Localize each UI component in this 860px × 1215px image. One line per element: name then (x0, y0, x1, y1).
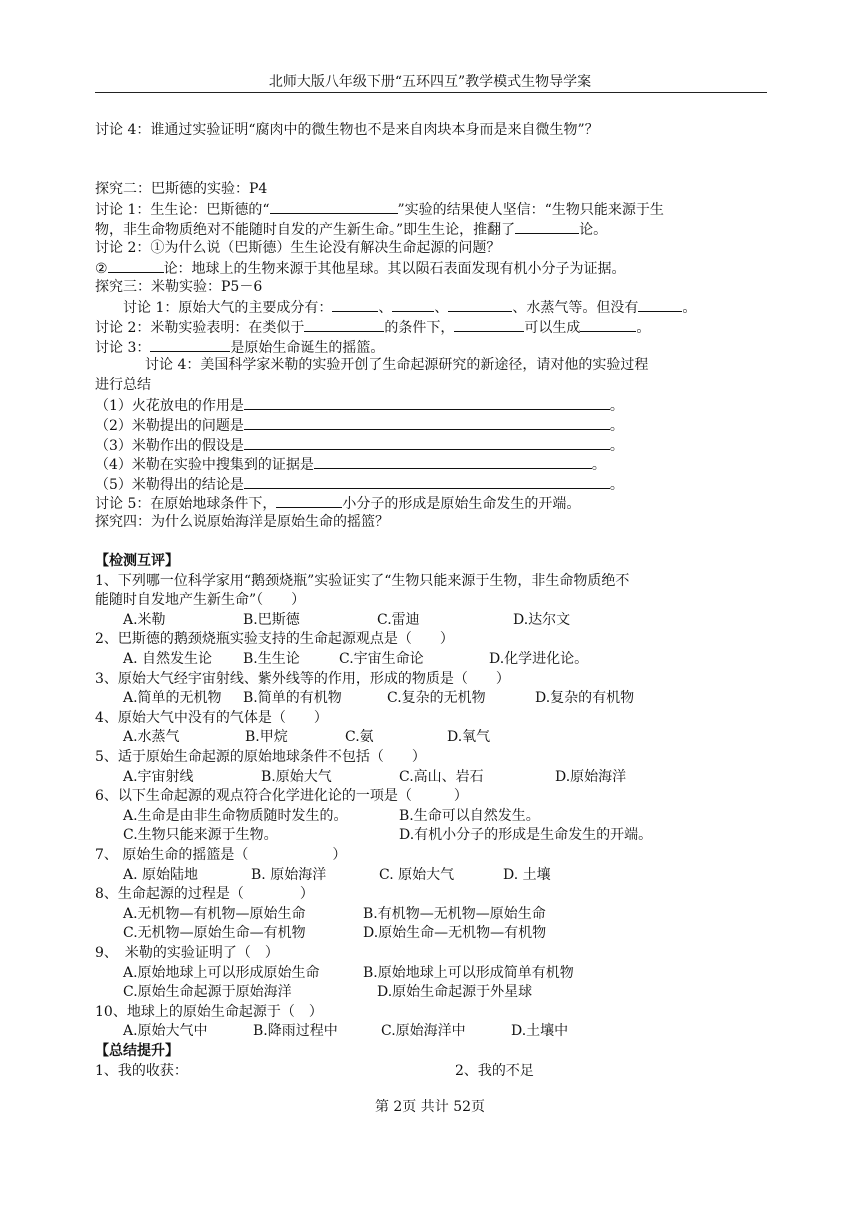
option[interactable]: D.原始海洋 (555, 768, 627, 785)
option[interactable]: A. 原始陆地 (123, 866, 199, 883)
option[interactable]: A. 自然发生论 (123, 651, 213, 668)
option[interactable]: D.原始生命—无机物—有机物 (363, 925, 547, 942)
option[interactable]: C.雷迪 (377, 611, 420, 628)
option[interactable]: D.原始生命起源于外星球 (377, 984, 533, 1001)
question-9-options-row-1 (95, 964, 775, 984)
question-6-options-row-2 (95, 826, 775, 846)
question-1: 1、下列哪一位科学家用“鹅颈烧瓶”实验证实了“生物只能来源于生物，非生命物质绝不 (95, 572, 630, 589)
blank-condition[interactable] (304, 317, 384, 332)
explore-2-title: 探究二：巴斯德的实验：P4 (95, 180, 268, 197)
option[interactable]: C.无机物—原始生命—有机物 (123, 925, 306, 942)
option[interactable]: D.复杂的有机物 (535, 690, 635, 707)
question-8: 8、生命起源的过程是（ ） (95, 886, 314, 903)
miller-item-2: （2）米勒提出的问题是 。 (95, 415, 775, 435)
explore-3-discussion-1: 讨论 1：原始大气的主要成分有： 、 、 、水蒸气等。但没有 。 (95, 297, 775, 317)
blank-molecule[interactable] (276, 493, 342, 508)
explore-3-discussion-3: 讨论 3： 是原始生命诞生的摇篮。 (95, 337, 775, 357)
option[interactable]: B.巴斯德 (243, 611, 300, 628)
blank-product[interactable] (580, 317, 636, 332)
option[interactable]: B.生生论 (243, 651, 300, 668)
question-2: 2、巴斯德的鹅颈烧瓶实验支持的生命起源观点是（ ） (95, 631, 454, 648)
option[interactable]: A.无机物—有机物—原始生命 (123, 905, 306, 922)
question-2-options (95, 650, 775, 670)
header-rule (95, 92, 767, 93)
explore-4-title: 探究四：为什么说原始海洋是原始生命的摇篮？ (95, 513, 389, 530)
option[interactable]: B.甲烷 (245, 729, 288, 746)
blank-experiment-name[interactable] (270, 199, 398, 214)
explore-2-discussion-1-cont: 物，非生命物质绝对不能随时自发的产生新生命。”即生生论，推翻了 论。 (95, 219, 775, 239)
my-shortcomings: 2、我的不足 (455, 1062, 534, 1079)
question-5: 5、适于原始生命起源的原始地球条件不包括（ ） (95, 749, 426, 765)
question-7-options (95, 866, 775, 886)
question-4: 4、原始大气中没有的气体是（ ） (95, 709, 328, 726)
question-9-options-row-2 (95, 983, 775, 1003)
summary-row (95, 1062, 775, 1082)
blank-gas-3[interactable] (448, 297, 512, 312)
test-heading: 【检测互评】 (95, 553, 179, 570)
option[interactable]: D.达尔文 (513, 611, 571, 628)
miller-item-1: （1）火花放电的作用是 。 (95, 395, 775, 415)
option[interactable]: C.宇宙生命论 (339, 651, 424, 668)
blank-cradle[interactable] (150, 337, 230, 352)
question-5-options (95, 768, 775, 788)
option[interactable]: B.有机物—无机物—原始生命 (363, 905, 546, 922)
blank-gas-2[interactable] (392, 297, 434, 312)
question-1-cont: 能随时自发地产生新生命”（ ） (95, 592, 306, 609)
question-1-options (95, 611, 775, 631)
option[interactable]: C.原始生命起源于原始海洋 (123, 984, 292, 1001)
question-8-options-row-1 (95, 905, 775, 925)
option[interactable]: A.简单的无机物 (123, 690, 222, 707)
option[interactable]: D.化学进化论。 (489, 651, 589, 668)
option[interactable]: C.高山、岩石 (399, 768, 484, 785)
option[interactable]: B. 原始海洋 (251, 866, 327, 883)
explore-3-discussion-2: 讨论 2：米勒实验表明：在类似于 的条件下， 可以生成 。 (95, 317, 775, 337)
page-header: 北师大版八年级下册“五环四互”教学模式生物导学案 (268, 74, 592, 90)
question-3: 3、原始大气经宇宙射线、紫外线等的作用，形成的物质是（ ） (95, 670, 510, 687)
option[interactable]: B.原始大气 (261, 768, 332, 785)
option[interactable]: B.降雨过程中 (253, 1023, 338, 1040)
blank-missing-gas[interactable] (638, 297, 682, 312)
option[interactable]: A.生命是由非生命物质随时发生的。 (123, 807, 348, 824)
option[interactable]: A.原始地球上可以形成原始生命 (123, 964, 320, 981)
question-10: 10、地球上的原始生命起源于（ ） (95, 1003, 323, 1020)
blank-answer-2[interactable] (244, 415, 610, 430)
summary-heading: 【总结提升】 (95, 1042, 179, 1059)
blank-overturned-theory[interactable] (515, 219, 579, 234)
explore-3-discussion-4-cont: 进行总结 (95, 376, 151, 393)
blank-answer-4[interactable] (314, 454, 592, 469)
option[interactable]: C.原始海洋中 (381, 1023, 466, 1040)
miller-item-4: （4）米勒在实验中搜集到的证据是 。 (95, 454, 775, 474)
discussion-4-question: 讨论 4：谁通过实验证明“腐肉中的微生物也不是来自肉块本身而是来自微生物”？ (95, 122, 599, 138)
blank-gas-1[interactable] (332, 297, 378, 312)
blank-reactant[interactable] (454, 317, 524, 332)
question-10-options (95, 1022, 775, 1042)
my-gains: 1、我的收获： (95, 1062, 188, 1079)
option[interactable]: C.复杂的无机物 (387, 690, 486, 707)
option[interactable]: C.氨 (345, 729, 374, 746)
option[interactable]: A.水蒸气 (123, 729, 180, 746)
option[interactable]: A.原始大气中 (123, 1023, 208, 1040)
option[interactable]: C.生物只能来源于生物。 (123, 827, 278, 844)
option[interactable]: B.生命可以自然发生。 (399, 807, 540, 824)
explore-2-discussion-2: 讨论 2：①为什么说（巴斯德）生生论没有解决生命起源的问题？ (95, 239, 501, 256)
question-6-options-row-1 (95, 807, 775, 827)
explore-2-discussion-1: 讨论 1：生生论：巴斯德的“ ”实验的结果使人坚信：“生物只能来源于生 (95, 199, 775, 219)
option[interactable]: D.土壤中 (511, 1023, 569, 1040)
blank-answer-3[interactable] (244, 435, 610, 450)
question-6: 6、以下生命起源的观点符合化学进化论的一项是（ ） (95, 788, 468, 805)
blank-answer-1[interactable] (244, 395, 610, 410)
blank-answer-5[interactable] (244, 474, 610, 489)
explore-3-discussion-4: 讨论 4：美国科学家米勒的实验开创了生命起源研究的新途径，请对他的实验过程 (145, 357, 649, 374)
option[interactable]: B.简单的有机物 (243, 690, 342, 707)
option[interactable]: D.有机小分子的形成是生命发生的开端。 (399, 827, 653, 844)
option[interactable]: D. 土壤 (503, 866, 551, 883)
question-9: 9、 米勒的实验证明了（ ） (95, 944, 279, 961)
question-3-options (95, 689, 775, 709)
miller-item-3: （3）米勒作出的假设是 。 (95, 435, 775, 455)
option[interactable]: D.氧气 (447, 729, 491, 746)
option[interactable]: A.米勒 (123, 611, 166, 628)
explore-3-discussion-5: 讨论 5：在原始地球条件下， 小分子的形成是原始生命发生的开端。 (95, 493, 775, 513)
question-8-options-row-2 (95, 924, 775, 944)
page-number-footer: 第 2页 共计 52页 (374, 1099, 486, 1115)
explore-2-discussion-3: ② 论：地球上的生物来源于其他星球。其以陨石表面发现有机小分子为证据。 (95, 258, 775, 278)
miller-item-5: （5）米勒得出的结论是 。 (95, 474, 775, 494)
question-4-options (95, 728, 775, 748)
question-7: 7、 原始生命的摇篮是（ ） (95, 846, 347, 863)
blank-theory-name[interactable] (108, 258, 164, 273)
option[interactable]: B.原始地球上可以形成简单有机物 (363, 964, 574, 981)
option[interactable]: A.宇宙射线 (123, 768, 194, 785)
explore-3-title: 探究三：米勒实验：P5－6 (95, 278, 263, 295)
worksheet-content (95, 121, 775, 1081)
option[interactable]: C. 原始大气 (379, 866, 455, 883)
